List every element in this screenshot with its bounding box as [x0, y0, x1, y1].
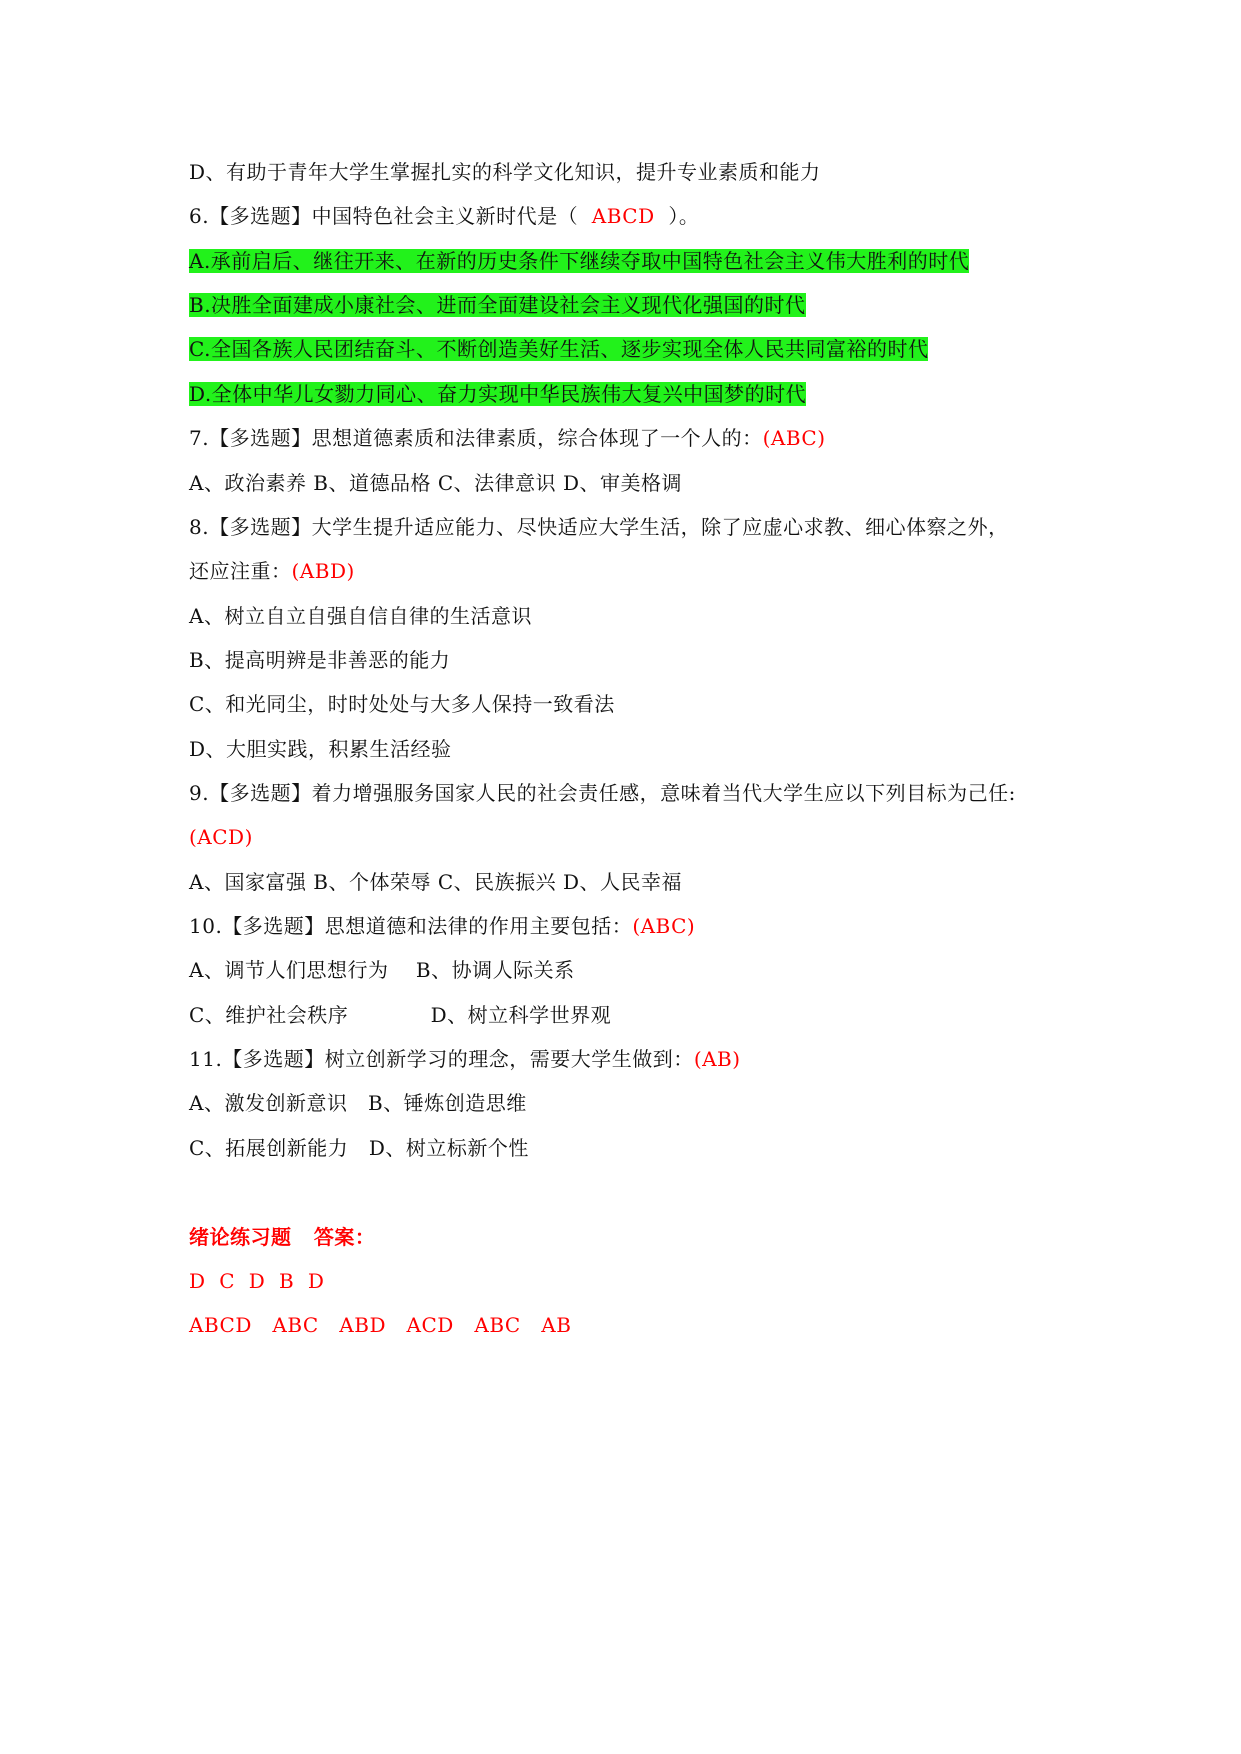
answers-multi-choice: ABCD ABC ABD ACD ABC AB: [189, 1313, 572, 1337]
q11-question: [189, 1045, 741, 1073]
q7-answer: (ABC): [762, 426, 826, 450]
q6-option-d: [189, 380, 806, 408]
q6-option-c: [189, 335, 928, 363]
q6-option-b: [189, 291, 806, 319]
answers-heading: 绪论练习题 答案：: [189, 1225, 376, 1249]
q6-option-a: [189, 247, 969, 275]
q6-option-a-text: A.承前启后、继往开来、在新的历史条件下继续夺取中国特色社会主义伟大胜利的时代: [189, 249, 970, 273]
q11-answer: (AB): [693, 1047, 741, 1071]
q7-text: 7.【多选题】思想道德素质和法律素质，综合体现了一个人的：: [189, 426, 763, 450]
q6-option-b-text: B.决胜全面建成小康社会、进而全面建设社会主义现代化强国的时代: [189, 293, 806, 317]
q6-option-d-text: D.全体中华儿女勠力同心、奋力实现中华民族伟大复兴中国梦的时代: [189, 382, 807, 406]
q7-question: [189, 424, 826, 452]
q8-option-a: A、树立自立自强自信自律的生活意识: [189, 604, 532, 628]
q6-question: [189, 202, 699, 230]
q8-question-line1: 8.【多选题】大学生提升适应能力、尽快适应大学生活，除了应虚心求教、细心体察之外，: [189, 515, 1009, 539]
answers-single-choice: D C D B D: [189, 1269, 325, 1293]
q11-options-cd: C、拓展创新能力 D、树立标新个性: [189, 1136, 529, 1160]
q11-text: 11.【多选题】树立创新学习的理念，需要大学生做到：: [189, 1047, 694, 1071]
q11-options-ab: A、激发创新意识 B、锤炼创造思维: [189, 1091, 527, 1115]
q6-option-c-text: C.全国各族人民团结奋斗、不断创造美好生活、逐步实现全体人民共同富裕的时代: [189, 337, 929, 361]
q7-options: A、政治素养 B、道德品格 C、法律意识 D、审美格调: [189, 471, 683, 495]
q8-option-d: D、大胆实践，积累生活经验: [189, 737, 452, 761]
q9-answer: (ACD): [189, 825, 253, 849]
q8-question-line2: [189, 557, 355, 585]
q6-text-end: ）。: [654, 204, 700, 228]
q5-option-d: D、有助于青年大学生掌握扎实的科学文化知识，提升专业素质和能力: [189, 160, 821, 184]
q8-answer: (ABD): [291, 559, 355, 583]
q10-question: [189, 912, 695, 940]
q10-answer: (ABC): [632, 914, 696, 938]
q9-options: A、国家富强 B、个体荣辱 C、民族振兴 D、人民幸福: [189, 870, 683, 894]
q6-text: 6.【多选题】中国特色社会主义新时代是（: [189, 204, 592, 228]
q10-options-ab: A、调节人们思想行为 B、协调人际关系: [189, 958, 575, 982]
q6-answer: ABCD: [591, 204, 655, 228]
q8-option-c: C、和光同尘，时时处处与大多人保持一致看法: [189, 692, 615, 716]
q8-option-b: B、提高明辨是非善恶的能力: [189, 648, 451, 672]
q10-options-cd: C、维护社会秩序 D、树立科学世界观: [189, 1003, 612, 1027]
q9-question-line1: 9.【多选题】着力增强服务国家人民的社会责任感，意味着当代大学生应以下列目标为己任:: [189, 781, 1016, 805]
q8-text: 还应注重：: [189, 559, 292, 583]
q10-text: 10.【多选题】思想道德和法律的作用主要包括：: [189, 914, 633, 938]
